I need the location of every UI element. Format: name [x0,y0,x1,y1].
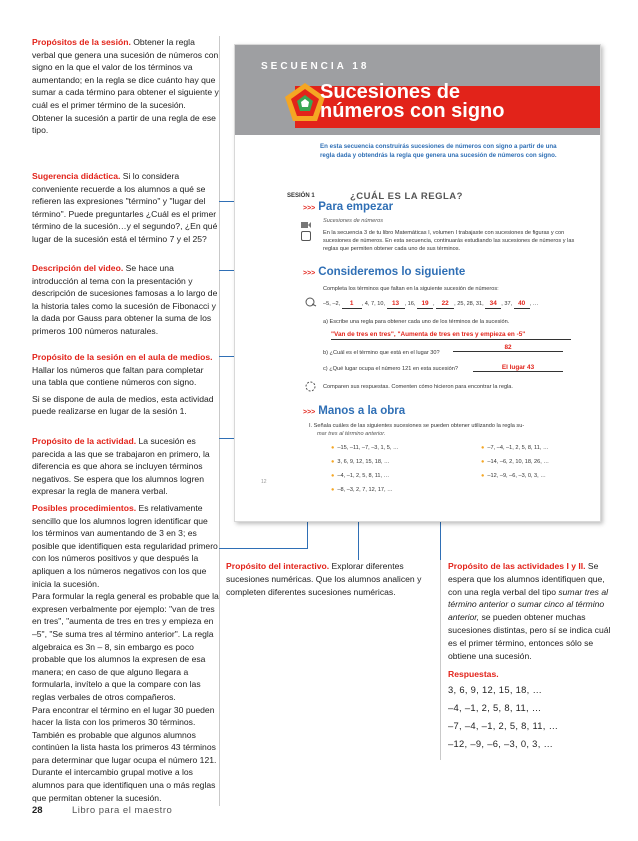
column-divider [440,560,441,760]
title-line: números con signo [320,100,505,122]
option-item[interactable] [331,487,393,493]
note-propositos-sesion [32,36,219,137]
complete-instruction: Completa los términos que faltan en la siguiente sucesión de números: [323,286,499,292]
answer-blank: 19 [417,300,433,309]
pencil-icon [305,297,317,307]
sequence-text: , 4, 7, 10, [361,301,385,307]
answers-heading: Respuestas. [448,669,499,680]
video-icon [301,217,311,227]
title-line: Sucesiones de [320,81,461,103]
note-text: sumar tres al término anterior o sumar cinco al término anterior, [448,586,609,623]
answer-line: –4, –1, 2, 5, 8, 11, … [448,702,542,714]
note-text: Hallar los números que faltan para completar una tabla que contiene números con signo. [32,364,204,388]
option-item[interactable] [481,473,546,479]
option-label: –12, –9, –6, –3, 0, 3, … [487,473,546,479]
note-text: Se hace una introducción al tema con la presentación y descripción de sucesiones famosas a lo largo de la historia tales como la sucesión de Fibonacci y la dada por Gauss para obtener la suma de los primeros 100 números naturales. [32,263,218,336]
section-title: Para empezar [318,201,394,213]
question-b: b) ¿Cuál es el término que está en el lugar 30? [323,350,440,356]
connector-line [219,548,307,549]
sequence-text: , … [529,301,539,307]
bullet-icon: ● [481,473,485,479]
sequence-row: –5, –2, 1 , 4, 7, 10, 13 , 16, 19 , 22 , 25, 28, 31, 34 , 37, 40 , … [323,300,539,307]
answer-blank: 40 [514,300,530,309]
note-heading: Propósitos de la sesión. [32,37,131,47]
note-heading: Propósito de las actividades I y II. [448,561,586,571]
computer-icon [301,231,311,241]
answer-a: "Van de tres en tres", "Aumenta de tres en tres y empieza en -5" [331,331,571,340]
note-interactivo [226,560,436,598]
page-number: 28 [32,805,43,816]
compare-text: Comparen sus respuestas. Comenten cómo hicieron para encontrar la regla. [323,384,513,390]
sequence-text: , 25, 28, 31, [454,301,484,307]
arrows-icon: >>> [303,409,316,416]
arrows-icon: >>> [303,270,316,277]
note-text: Es relativamente sencillo que los alumnos logren identificar que los términos van aumentando de 3 en 3; es posible que identifiquen esta regularidad primero con los números positivos y que después la apliquen a los números negativos con los que inicia la sucesión. [32,503,218,589]
answer-line: –7, –4, –1, 2, 5, 8, 11, … [448,720,559,732]
sequence-title [320,83,504,121]
sequence-intro: En esta secuencia construirás sucesiones de números con signo a partir de una regla dada y obtendrás la regla que genera una sucesión de números con signo. [320,143,557,159]
group-icon [305,381,316,392]
book-page-number: 12 [261,479,267,485]
note-heading: Descripción del video. [32,263,124,273]
option-item[interactable] [481,459,549,465]
bullet-icon: ● [331,445,335,451]
sequence-text: , 37, [501,301,513,307]
sequence-label: SECUENCIA 18 [261,61,370,72]
answer-line: –12, –9, –6, –3, 0, 3, … [448,738,554,750]
note-video [32,262,219,338]
note-text: Si se dispone de aula de medios, esta actividad puede realizarse en lugar de la sesión 1. [32,393,214,417]
note-text: Si lo considera conveniente recuerde a los alumnos a qué se refieren las expresiones "término" y "lugar del término". Puede preguntarles ¿Cuál es el primer término de la sucesión…y el segundo?, ¿En qué lugar de la sucesión está el término 7 y el 25? [32,171,218,244]
note-sugerencia [32,170,219,246]
answer-blank: 1 [342,300,362,309]
note-actividades [448,560,616,753]
option-label: –7, –4, –1, 2, 5, 8, 11, … [487,445,549,451]
bullet-icon: ● [481,445,485,451]
answer-blank: 22 [436,300,454,309]
option-item[interactable] [481,445,549,451]
section-heading-empezar [303,201,393,213]
note-heading: Sugerencia didáctica. [32,171,121,181]
note-heading: Propósito de la actividad. [32,436,137,446]
note-text: se pueden obtener muchas sucesiones distintas, pero sí se indica cuál es el primer término, entonces sólo se obtiene una sucesión. [448,612,611,661]
bullet-icon: ● [331,487,335,493]
option-label: –4, –1, 2, 5, 8, 11, … [337,473,390,479]
note-text: Explorar diferentes sucesiones numéricas. Que los alumnos analicen y completen diferentes sucesiones numéricas. [226,561,422,597]
question-a: a) Escribe una regla para obtener cada uno de los términos de la sucesión. [323,319,510,325]
note-actividad [32,435,219,498]
manos-instruction [309,422,589,438]
option-item[interactable] [331,459,390,465]
note-heading: Posibles procedimientos. [32,503,137,513]
option-label: –14, –6, 2, 10, 18, 26, … [487,459,549,465]
option-item[interactable] [331,473,389,479]
section-heading-manos [303,405,405,417]
video-label: Sucesiones de números [323,218,384,224]
note-text: Obtener la regla verbal que genera una sucesión de números con signo en la que el valor de los términos va aumentando; en la regla se dice cuánto hay que sumar a cada término para obtener el siguiente y cuál es el primer término de la sucesión. Obtener la sucesión a partir de una regla de ese tipo. [32,37,219,136]
question-c: c) ¿Qué lugar ocupa el número 121 en esta sucesión? [323,366,458,372]
sequence-text: , 16, [404,301,416,307]
instruction-line: mar tres al término anterior. [317,431,386,437]
sequence-text: –5, –2, [323,301,341,307]
note-text: Se espera que los alumnos identifiquen que, con una regla verbal del tipo [448,561,605,597]
empezar-text: En la secuencia 3 de tu libro Matemáticas I, volumen I trabajaste con sucesiones de figuras y con sucesiones de números. En esta secuencia, continuarás estudiando las sucesiones de números y las reglas que permiten obtener cada uno de sus términos. [323,230,575,252]
note-procedimientos [32,502,219,808]
note-text: Para formular la regla general es probable que la expresen verbalmente por ejemplo: "van de tres en tres", "aumenta de tres en tres y empieza en –5", "Se suma tres al término anterior". La regla algebraica es 3n – 8, sin embargo es poco probable que los alumnos la expresen de esa manera; en caso de que alguno llegara a formularla, invítelo a que la compare con las reglas verbales de otros compañeros. [32,591,219,702]
answer-blank: 34 [485,300,501,309]
session-question: ¿CUÁL ES LA REGLA? [350,191,463,202]
answer-c: El lugar 43 [473,364,563,372]
bullet-icon: ● [481,459,485,465]
note-aula-medios [32,351,219,422]
note-text: La sucesión es parecida a las que se trabajaron en primero, la diferencia es que ahora se incluyen términos negativos. Se espera que los alumnos logren expresar la regla de manera verbal. [32,436,210,497]
option-label: 3, 6, 9, 12, 15, 18, … [337,459,390,465]
answer-b: 82 [453,344,563,352]
option-label: –15, –11, –7, –3, 1, 5, … [337,445,399,451]
book-page [234,44,601,522]
bullet-icon: ● [331,473,335,479]
instruction-line: I. Señala cuáles de las siguientes sucesiones se pueden obtener utilizando la regla su- [309,423,525,429]
session-label: SESIÓN 1 [287,193,315,199]
option-item[interactable] [331,445,399,451]
section-title: Manos a la obra [318,405,406,417]
arrows-icon: >>> [303,205,316,212]
note-heading: Propósito de la sesión en el aula de medios. [32,352,213,362]
note-text: Para encontrar el término en el lugar 30 pueden hacer la lista con los primeros 30 términos. También es probable que algunos alumnos continúen la lista hasta los primeros 43 términos para determinar que lugar ocupa el número 121. Durante el intercambio grupal motive a los alumnos para que identifiquen una o más reglas que permitan obtener la sucesión. [32,704,217,803]
option-label: –8, –3, 2, 7, 12, 17, … [337,487,393,493]
answer-line: 3, 6, 9, 12, 15, 18, … [448,684,543,696]
column-divider [219,36,220,806]
bullet-icon: ● [331,459,335,465]
section-heading-consideremos [303,266,465,278]
footer-title: Libro para el maestro [72,805,173,816]
section-title: Consideremos lo siguiente [318,266,466,278]
note-heading: Propósito del interactivo. [226,561,330,571]
answer-blank: 13 [387,300,405,309]
